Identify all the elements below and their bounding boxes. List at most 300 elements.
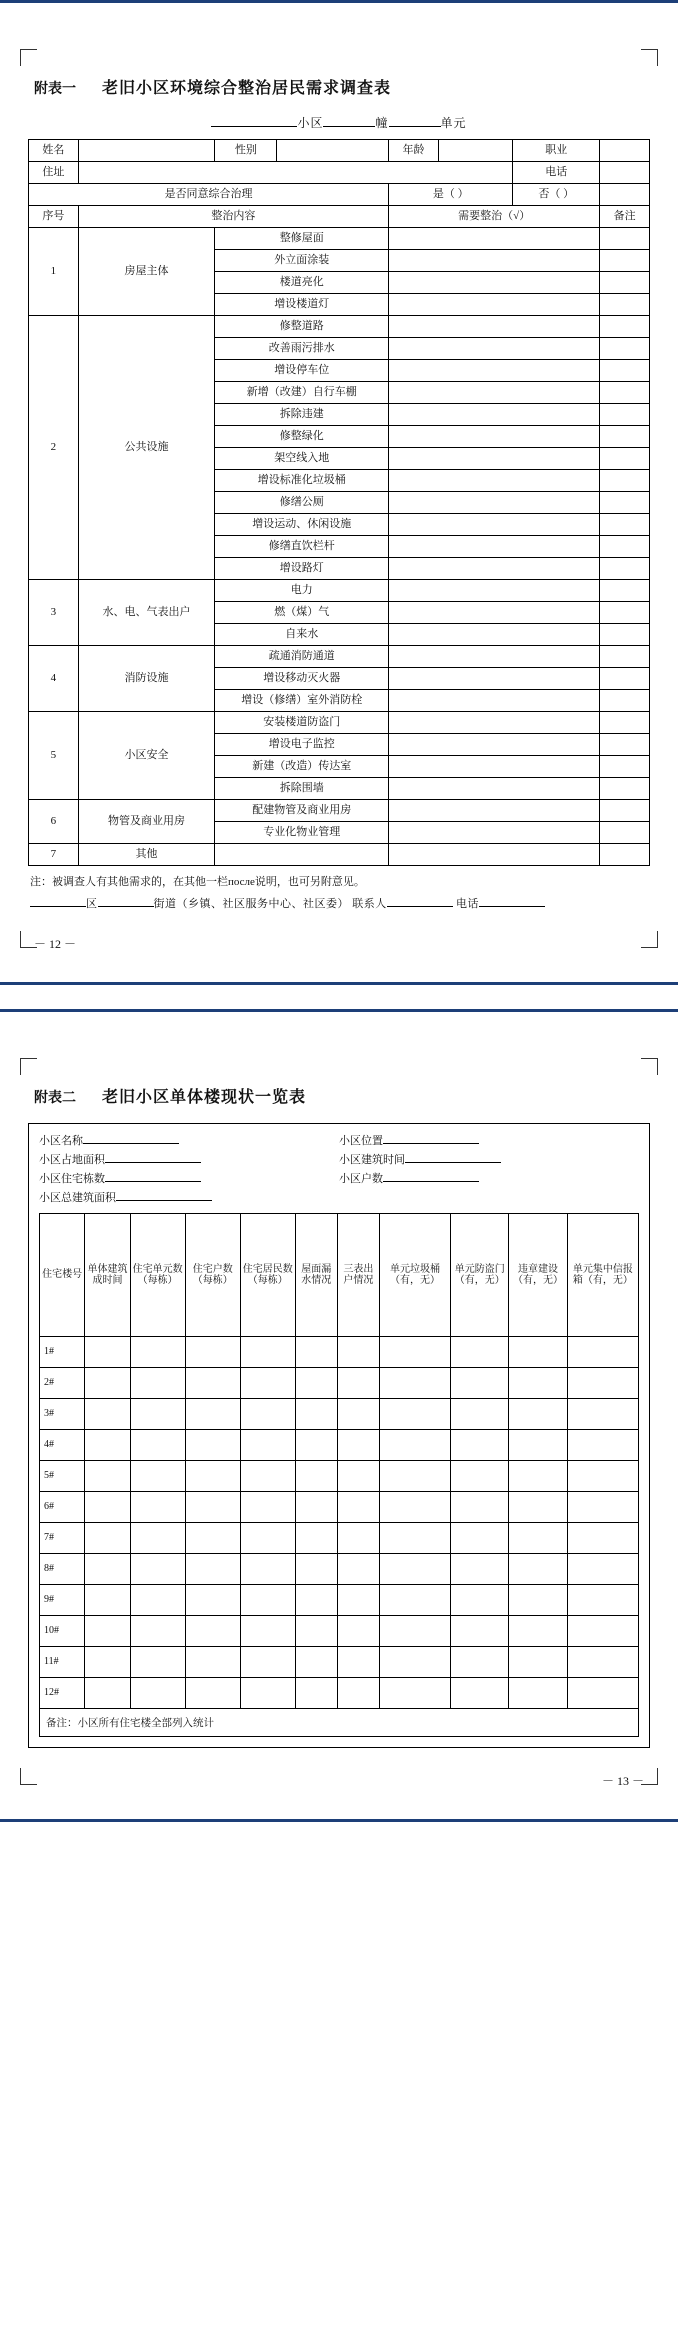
- need-checkbox-cell[interactable]: [389, 646, 600, 668]
- table-row: [40, 1492, 639, 1523]
- data-cell[interactable]: [379, 1554, 450, 1585]
- need-checkbox-cell[interactable]: [389, 448, 600, 470]
- data-cell[interactable]: [567, 1554, 638, 1585]
- item-label: 增设（修缮）室外消防栓: [215, 690, 389, 712]
- data-cell[interactable]: [130, 1399, 185, 1430]
- col-header-need: 需要整治（√）: [389, 206, 600, 228]
- info-blank[interactable]: [116, 1200, 212, 1201]
- data-cell[interactable]: [451, 1492, 509, 1523]
- data-cell[interactable]: [240, 1368, 295, 1399]
- info-blank[interactable]: [83, 1143, 179, 1144]
- data-cell[interactable]: [130, 1430, 185, 1461]
- need-checkbox-cell[interactable]: [389, 382, 600, 404]
- data-cell[interactable]: [240, 1461, 295, 1492]
- data-cell[interactable]: [509, 1647, 567, 1678]
- data-cell[interactable]: [240, 1430, 295, 1461]
- data-cell[interactable]: [379, 1523, 450, 1554]
- info-spacer: [339, 1189, 639, 1205]
- info-field-land-area: [39, 1151, 339, 1167]
- need-checkbox-cell[interactable]: [389, 712, 600, 734]
- need-checkbox-cell[interactable]: [389, 844, 600, 866]
- need-checkbox-cell[interactable]: [389, 580, 600, 602]
- data-cell[interactable]: [337, 1585, 379, 1616]
- row-label: 10#: [40, 1616, 85, 1647]
- remark-cell[interactable]: [600, 844, 650, 866]
- data-cell[interactable]: [337, 1430, 379, 1461]
- contact-blank[interactable]: [387, 906, 453, 907]
- info-label: 小区住宅栋数: [39, 1173, 105, 1185]
- remark-cell[interactable]: [600, 316, 650, 338]
- group-category: 小区安全: [78, 712, 215, 800]
- group-category: 消防设施: [78, 646, 215, 712]
- remark-cell[interactable]: [600, 756, 650, 778]
- data-cell[interactable]: [567, 1461, 638, 1492]
- row-label: 1#: [40, 1337, 85, 1368]
- remark-cell[interactable]: [600, 668, 650, 690]
- remark-cell[interactable]: [600, 712, 650, 734]
- data-cell[interactable]: [85, 1585, 130, 1616]
- data-cell[interactable]: [185, 1337, 240, 1368]
- data-cell[interactable]: [337, 1461, 379, 1492]
- data-cell[interactable]: [130, 1554, 185, 1585]
- row-label: 11#: [40, 1647, 85, 1678]
- info-row: [39, 1132, 639, 1148]
- crop-mark-top-right: [641, 49, 658, 66]
- need-checkbox-cell[interactable]: [389, 800, 600, 822]
- building-suffix: 幢: [375, 116, 389, 130]
- crop-mark-bottom-left: [20, 1768, 37, 1785]
- data-cell[interactable]: [567, 1678, 638, 1709]
- attachment-label-1: 附表一: [34, 82, 76, 97]
- group-seq: 2: [29, 316, 79, 580]
- data-cell[interactable]: [85, 1368, 130, 1399]
- remark-cell[interactable]: [600, 228, 650, 250]
- data-cell[interactable]: [130, 1461, 185, 1492]
- data-cell[interactable]: [130, 1678, 185, 1709]
- data-cell[interactable]: [185, 1616, 240, 1647]
- attachment-label-2: 附表二: [34, 1091, 76, 1106]
- crop-mark-bottom-right: [641, 1768, 658, 1785]
- need-checkbox-cell[interactable]: [389, 602, 600, 624]
- data-cell[interactable]: [379, 1368, 450, 1399]
- data-cell[interactable]: [130, 1368, 185, 1399]
- page-number-12: － 12 －: [34, 937, 77, 951]
- data-cell[interactable]: [451, 1523, 509, 1554]
- remark-cell[interactable]: [600, 800, 650, 822]
- col-header-mailbox: 单元集中信报箱（有，无）: [567, 1214, 638, 1337]
- data-cell[interactable]: [509, 1399, 567, 1430]
- consent-yes[interactable]: 是（ ）: [389, 184, 513, 206]
- data-cell[interactable]: [379, 1399, 450, 1430]
- item-label: 增设楼道灯: [215, 294, 389, 316]
- field-label-age: 年龄: [389, 140, 439, 162]
- table-row: [40, 1523, 639, 1554]
- crop-mark-top-left: [20, 1058, 37, 1075]
- item-label: 电力: [215, 580, 389, 602]
- data-cell[interactable]: [130, 1585, 185, 1616]
- need-checkbox-cell[interactable]: [389, 536, 600, 558]
- data-cell[interactable]: [85, 1492, 130, 1523]
- col-header-remark: 备注: [600, 206, 650, 228]
- data-cell[interactable]: [240, 1647, 295, 1678]
- data-cell[interactable]: [240, 1523, 295, 1554]
- row-label: 5#: [40, 1461, 85, 1492]
- data-cell[interactable]: [295, 1616, 337, 1647]
- field-value-occupation[interactable]: [600, 140, 650, 162]
- data-cell[interactable]: [567, 1399, 638, 1430]
- remark-cell[interactable]: [600, 338, 650, 360]
- page-2: [0, 1009, 678, 1822]
- info-blank[interactable]: [383, 1181, 479, 1182]
- field-value-age[interactable]: [438, 140, 513, 162]
- data-cell[interactable]: [567, 1492, 638, 1523]
- data-cell[interactable]: [130, 1492, 185, 1523]
- data-cell[interactable]: [130, 1647, 185, 1678]
- item-label: 增设停车位: [215, 360, 389, 382]
- remark-cell[interactable]: [600, 272, 650, 294]
- info-label: 小区户数: [339, 1173, 383, 1185]
- data-cell[interactable]: [85, 1337, 130, 1368]
- remark-cell[interactable]: [600, 404, 650, 426]
- data-cell[interactable]: [240, 1585, 295, 1616]
- table-row: [29, 162, 650, 184]
- data-cell[interactable]: [509, 1678, 567, 1709]
- data-cell[interactable]: [337, 1368, 379, 1399]
- data-cell[interactable]: [509, 1523, 567, 1554]
- data-cell[interactable]: [379, 1647, 450, 1678]
- data-cell[interactable]: [185, 1523, 240, 1554]
- data-cell[interactable]: [451, 1337, 509, 1368]
- data-cell[interactable]: [295, 1368, 337, 1399]
- info-field-building-count: [39, 1170, 339, 1186]
- table-row: [40, 1554, 639, 1585]
- data-cell[interactable]: [451, 1678, 509, 1709]
- data-cell[interactable]: [240, 1554, 295, 1585]
- item-label: 增设运动、休闲设施: [215, 514, 389, 536]
- table-row: [29, 316, 650, 338]
- row-label: 3#: [40, 1399, 85, 1430]
- need-checkbox-cell[interactable]: [389, 250, 600, 272]
- page-title-2: 老旧小区单体楼现状一览表: [102, 1089, 307, 1106]
- data-cell[interactable]: [451, 1430, 509, 1461]
- data-cell[interactable]: [185, 1492, 240, 1523]
- remark-cell[interactable]: [600, 536, 650, 558]
- data-cell[interactable]: [379, 1430, 450, 1461]
- info-field-household-count: [339, 1170, 639, 1186]
- data-cell[interactable]: [567, 1337, 638, 1368]
- data-cell[interactable]: [185, 1554, 240, 1585]
- need-checkbox-cell[interactable]: [389, 426, 600, 448]
- data-cell[interactable]: [185, 1585, 240, 1616]
- data-cell[interactable]: [379, 1616, 450, 1647]
- item-label: 外立面涂装: [215, 250, 389, 272]
- consent-no[interactable]: 否（ ）: [513, 184, 600, 206]
- col-header-seq: 序号: [29, 206, 79, 228]
- data-cell[interactable]: [567, 1616, 638, 1647]
- col-header-build-time: 单体建筑成时间: [85, 1214, 130, 1337]
- item-label-blank[interactable]: [215, 844, 389, 866]
- district-blank[interactable]: [30, 906, 86, 907]
- table-row: [29, 800, 650, 822]
- remark-cell[interactable]: [600, 646, 650, 668]
- row-label: 2#: [40, 1368, 85, 1399]
- row-label: 12#: [40, 1678, 85, 1709]
- field-value-gender[interactable]: [277, 140, 389, 162]
- data-cell[interactable]: [509, 1368, 567, 1399]
- table-header-row: [40, 1214, 639, 1337]
- need-checkbox-cell[interactable]: [389, 668, 600, 690]
- community-blank: [211, 126, 297, 127]
- table-row: [29, 712, 650, 734]
- data-cell[interactable]: [85, 1647, 130, 1678]
- data-cell[interactable]: [567, 1368, 638, 1399]
- data-cell[interactable]: [337, 1647, 379, 1678]
- item-label: 修缮直饮栏杆: [215, 536, 389, 558]
- need-checkbox-cell[interactable]: [389, 272, 600, 294]
- data-cell[interactable]: [85, 1523, 130, 1554]
- item-label: 增设标准化垃圾桶: [215, 470, 389, 492]
- info-label: 小区名称: [39, 1135, 83, 1147]
- item-label: 配建物管及商业用房: [215, 800, 389, 822]
- item-label: 修缮公厕: [215, 492, 389, 514]
- data-cell[interactable]: [185, 1368, 240, 1399]
- data-cell[interactable]: [379, 1337, 450, 1368]
- info-blank[interactable]: [383, 1143, 479, 1144]
- data-cell[interactable]: [240, 1337, 295, 1368]
- data-cell[interactable]: [509, 1461, 567, 1492]
- data-cell[interactable]: [185, 1647, 240, 1678]
- data-cell[interactable]: [240, 1399, 295, 1430]
- table-row: [40, 1616, 639, 1647]
- info-field-community-name: [39, 1132, 339, 1148]
- page-1-heading: [34, 75, 650, 98]
- need-checkbox-cell[interactable]: [389, 514, 600, 536]
- remark-cell[interactable]: [600, 690, 650, 712]
- col-header-content: 整治内容: [78, 206, 388, 228]
- community-info-box: [28, 1123, 650, 1748]
- need-checkbox-cell[interactable]: [389, 690, 600, 712]
- info-blank[interactable]: [105, 1181, 201, 1182]
- group-category: 公共设施: [78, 316, 215, 580]
- data-cell[interactable]: [130, 1616, 185, 1647]
- info-label: 小区占地面积: [39, 1154, 105, 1166]
- item-label: 增设电子监控: [215, 734, 389, 756]
- data-cell[interactable]: [509, 1585, 567, 1616]
- street-blank[interactable]: [98, 906, 154, 907]
- remark-cell[interactable]: [600, 558, 650, 580]
- data-cell[interactable]: [337, 1523, 379, 1554]
- data-cell[interactable]: [185, 1430, 240, 1461]
- consent-blank[interactable]: [600, 184, 650, 206]
- data-cell[interactable]: [451, 1461, 509, 1492]
- data-cell[interactable]: [295, 1430, 337, 1461]
- need-checkbox-cell[interactable]: [389, 778, 600, 800]
- remark-cell[interactable]: [600, 250, 650, 272]
- remark-cell[interactable]: [600, 294, 650, 316]
- crop-mark-bottom-left: [20, 931, 37, 948]
- data-cell[interactable]: [451, 1585, 509, 1616]
- data-cell[interactable]: [85, 1461, 130, 1492]
- data-cell[interactable]: [337, 1554, 379, 1585]
- data-cell[interactable]: [295, 1554, 337, 1585]
- need-checkbox-cell[interactable]: [389, 470, 600, 492]
- data-cell[interactable]: [85, 1678, 130, 1709]
- data-cell[interactable]: [379, 1461, 450, 1492]
- group-seq: 1: [29, 228, 79, 316]
- remark-cell[interactable]: [600, 426, 650, 448]
- remark-cell[interactable]: [600, 514, 650, 536]
- data-cell[interactable]: [337, 1337, 379, 1368]
- item-label: 改善雨污排水: [215, 338, 389, 360]
- need-checkbox-cell[interactable]: [389, 360, 600, 382]
- data-cell[interactable]: [85, 1399, 130, 1430]
- data-cell[interactable]: [130, 1523, 185, 1554]
- field-value-address[interactable]: [78, 162, 513, 184]
- group-seq: 3: [29, 580, 79, 646]
- info-field-build-time: [339, 1151, 639, 1167]
- phone-blank[interactable]: [479, 906, 545, 907]
- page-number-13: － 13 －: [601, 1774, 644, 1788]
- info-label: 小区位置: [339, 1135, 383, 1147]
- data-cell[interactable]: [379, 1678, 450, 1709]
- data-cell[interactable]: [295, 1461, 337, 1492]
- remark-cell[interactable]: [600, 624, 650, 646]
- field-value-phone[interactable]: [600, 162, 650, 184]
- table-row: [40, 1585, 639, 1616]
- info-blank[interactable]: [405, 1162, 501, 1163]
- need-checkbox-cell[interactable]: [389, 228, 600, 250]
- remark-cell[interactable]: [600, 580, 650, 602]
- item-label: 专业化物业管理: [215, 822, 389, 844]
- table-row: [40, 1430, 639, 1461]
- data-cell[interactable]: [509, 1337, 567, 1368]
- data-cell[interactable]: [85, 1554, 130, 1585]
- data-cell[interactable]: [567, 1523, 638, 1554]
- data-cell[interactable]: [337, 1399, 379, 1430]
- info-label: 小区建筑时间: [339, 1154, 405, 1166]
- data-cell[interactable]: [509, 1616, 567, 1647]
- item-label: 安装楼道防盗门: [215, 712, 389, 734]
- data-cell[interactable]: [185, 1461, 240, 1492]
- data-cell[interactable]: [567, 1647, 638, 1678]
- row-label: 8#: [40, 1554, 85, 1585]
- contact-label: 联系人: [352, 898, 387, 910]
- remark-cell[interactable]: [600, 734, 650, 756]
- data-cell[interactable]: [379, 1585, 450, 1616]
- data-cell[interactable]: [451, 1616, 509, 1647]
- data-cell[interactable]: [130, 1337, 185, 1368]
- data-cell[interactable]: [240, 1492, 295, 1523]
- data-cell[interactable]: [240, 1616, 295, 1647]
- remark-cell[interactable]: [600, 382, 650, 404]
- data-cell[interactable]: [451, 1647, 509, 1678]
- col-header-resident-count: 住宅居民数（每栋）: [240, 1214, 295, 1337]
- item-label: 架空线入地: [215, 448, 389, 470]
- need-checkbox-cell[interactable]: [389, 756, 600, 778]
- need-checkbox-cell[interactable]: [389, 492, 600, 514]
- col-header-unit-trash-bin: 单元垃圾桶（有，无）: [379, 1214, 450, 1337]
- remark-cell[interactable]: [600, 778, 650, 800]
- remark-cell[interactable]: [600, 360, 650, 382]
- col-header-roof-leak: 屋面漏水情况: [295, 1214, 337, 1337]
- data-cell[interactable]: [295, 1678, 337, 1709]
- data-cell[interactable]: [295, 1585, 337, 1616]
- group-seq: 7: [29, 844, 79, 866]
- data-cell[interactable]: [295, 1492, 337, 1523]
- data-cell[interactable]: [240, 1678, 295, 1709]
- data-cell[interactable]: [295, 1399, 337, 1430]
- data-cell[interactable]: [337, 1616, 379, 1647]
- data-cell[interactable]: [567, 1585, 638, 1616]
- row-label: 7#: [40, 1523, 85, 1554]
- table-row: [40, 1368, 639, 1399]
- need-checkbox-cell[interactable]: [389, 294, 600, 316]
- table-row: [40, 1647, 639, 1678]
- table-row: [40, 1678, 639, 1709]
- data-cell[interactable]: [509, 1492, 567, 1523]
- data-cell[interactable]: [451, 1368, 509, 1399]
- need-checkbox-cell[interactable]: [389, 734, 600, 756]
- info-blank[interactable]: [105, 1162, 201, 1163]
- info-row: [39, 1170, 639, 1186]
- item-label: 疏通消防通道: [215, 646, 389, 668]
- data-cell[interactable]: [185, 1678, 240, 1709]
- remark-cell[interactable]: [600, 448, 650, 470]
- page-1: [0, 0, 678, 985]
- item-label: 楼道亮化: [215, 272, 389, 294]
- remark-cell[interactable]: [600, 602, 650, 624]
- table-row: [29, 140, 650, 162]
- data-cell[interactable]: [451, 1399, 509, 1430]
- data-cell[interactable]: [85, 1430, 130, 1461]
- need-checkbox-cell[interactable]: [389, 404, 600, 426]
- data-cell[interactable]: [295, 1337, 337, 1368]
- table-row: [29, 844, 650, 866]
- data-cell[interactable]: [509, 1430, 567, 1461]
- need-checkbox-cell[interactable]: [389, 316, 600, 338]
- data-cell[interactable]: [337, 1678, 379, 1709]
- data-cell[interactable]: [567, 1430, 638, 1461]
- group-seq: 5: [29, 712, 79, 800]
- remark-cell[interactable]: [600, 470, 650, 492]
- field-label-gender: 性别: [215, 140, 277, 162]
- data-cell[interactable]: [509, 1554, 567, 1585]
- col-header-illegal-construction: 违章建设（有，无）: [509, 1214, 567, 1337]
- field-value-name[interactable]: [78, 140, 215, 162]
- data-cell[interactable]: [295, 1523, 337, 1554]
- crop-mark-top-left: [20, 49, 37, 66]
- need-checkbox-cell[interactable]: [389, 338, 600, 360]
- page-gap: [0, 985, 678, 1009]
- data-cell[interactable]: [451, 1554, 509, 1585]
- data-cell[interactable]: [85, 1616, 130, 1647]
- group-category: 房屋主体: [78, 228, 215, 316]
- table-header-row: [29, 206, 650, 228]
- data-cell[interactable]: [379, 1492, 450, 1523]
- building-blank: [323, 126, 375, 127]
- remark-cell[interactable]: [600, 822, 650, 844]
- data-cell[interactable]: [295, 1647, 337, 1678]
- remark-cell[interactable]: [600, 492, 650, 514]
- data-cell[interactable]: [185, 1399, 240, 1430]
- info-label: 小区总建筑面积: [39, 1192, 116, 1204]
- need-checkbox-cell[interactable]: [389, 624, 600, 646]
- table-row: [40, 1337, 639, 1368]
- need-checkbox-cell[interactable]: [389, 558, 600, 580]
- data-cell[interactable]: [337, 1492, 379, 1523]
- need-checkbox-cell[interactable]: [389, 822, 600, 844]
- info-row: [39, 1151, 639, 1167]
